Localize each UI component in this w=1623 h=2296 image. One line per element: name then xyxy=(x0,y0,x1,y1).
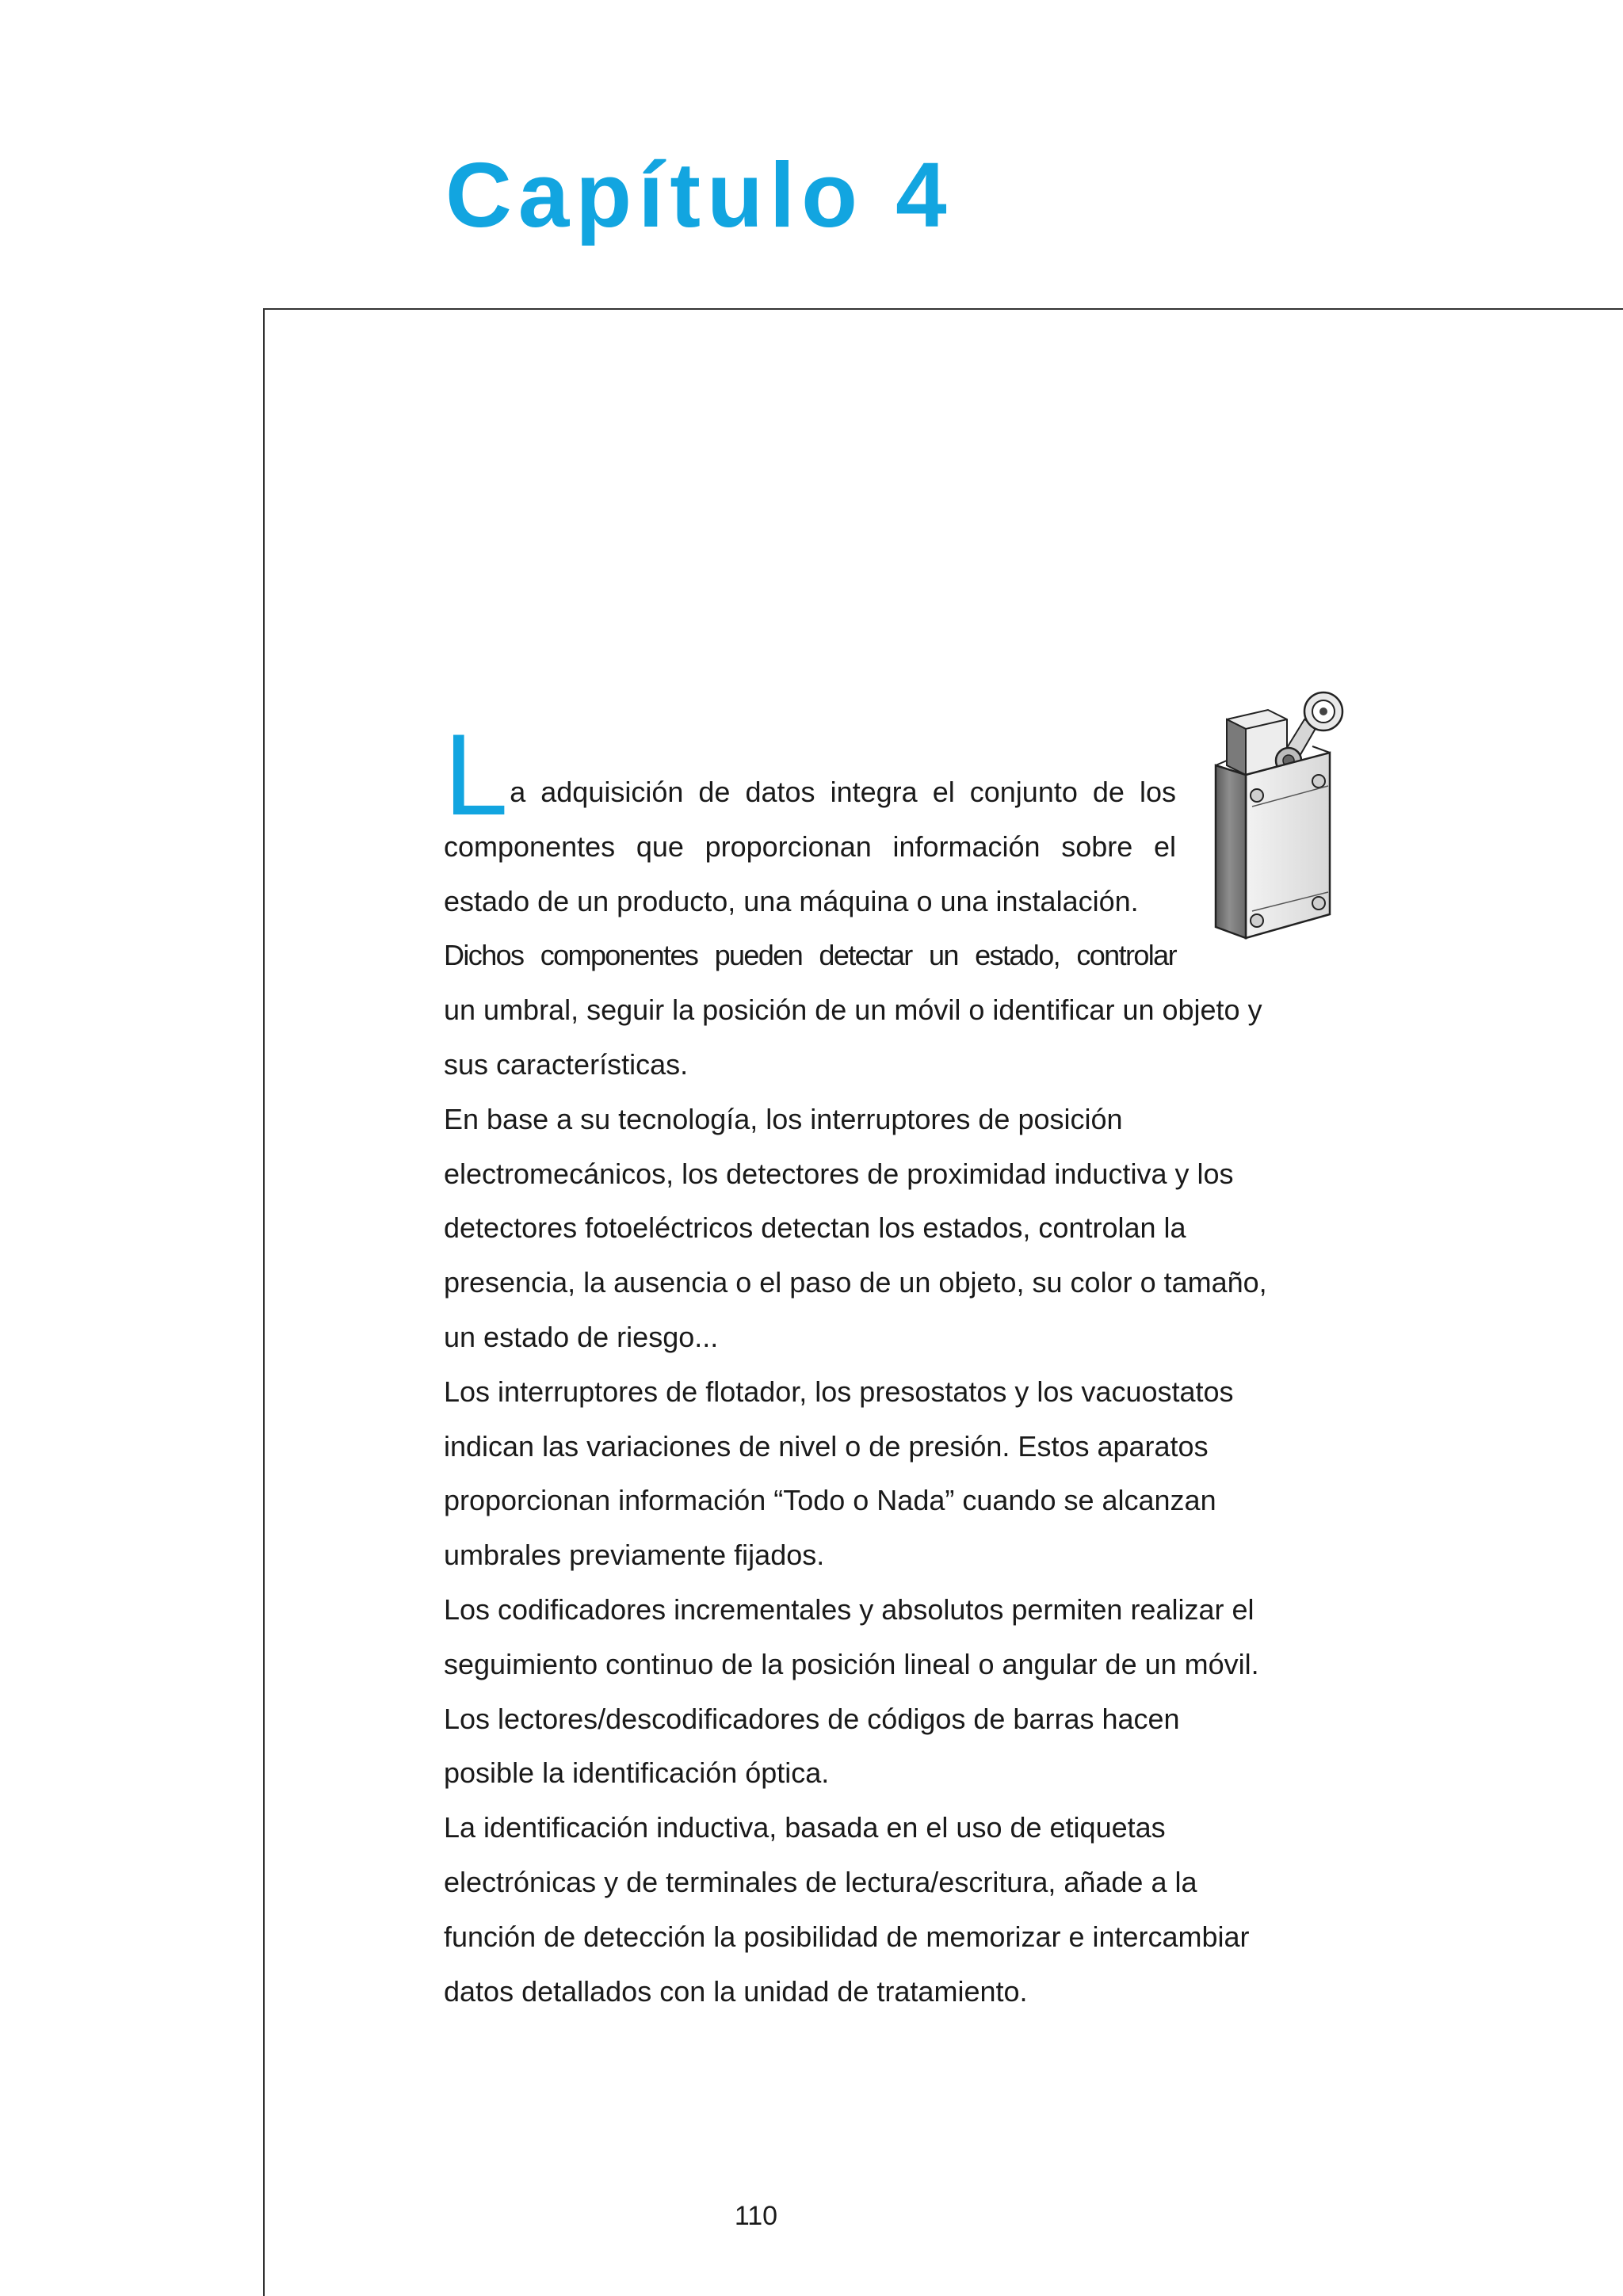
text-line: componentes que proporcionan información sobre el xyxy=(444,830,1176,863)
limit-switch-icon xyxy=(1211,688,1354,946)
text-line: Los interruptores de flotador, los presostatos y los vacuostatos xyxy=(444,1375,1234,1408)
text-line: Los lectores/descodificadores de códigos de barras hacen xyxy=(444,1702,1180,1735)
text-line: seguimiento continuo de la posición lineal o angular de un móvil. xyxy=(444,1647,1259,1680)
text-line: Los codificadores incrementales y absolutos permiten realizar el xyxy=(444,1592,1254,1626)
text-line: posible la identificación óptica. xyxy=(444,1756,830,1790)
frame-top-rule xyxy=(263,308,1623,310)
chapter-title: Capítulo 4 xyxy=(445,143,953,246)
text-line: a adquisición de datos integra el conjunto de los xyxy=(510,776,1176,808)
drop-cap: L xyxy=(444,710,509,839)
text-line: un umbral, seguir la posición de un móvil o identificar un objeto y xyxy=(444,994,1262,1027)
intro-wrapped-block xyxy=(444,710,1176,983)
text-line: Dichos componentes pueden detectar un estado, controlar xyxy=(444,939,1176,972)
text-line: indican las variaciones de nivel o de presión. Estos aparatos xyxy=(444,1429,1209,1463)
text-line: función de detección la posibilidad de memorizar e intercambiar xyxy=(444,1920,1250,1953)
text-line: electromecánicos, los detectores de proximidad inductiva y los xyxy=(444,1157,1234,1190)
text-line: detectores fotoeléctricos detectan los estados, controlan la xyxy=(444,1211,1186,1245)
text-line: datos detallados con la unidad de tratamiento. xyxy=(444,1974,1028,2008)
text-line: estado de un producto, una máquina o una instalación. xyxy=(444,884,1139,917)
frame-left-rule xyxy=(263,308,265,2296)
text-line: La identificación inductiva, basada en el uso de etiquetas xyxy=(444,1811,1166,1844)
text-line: proporcionan información “Todo o Nada” cuando se alcanzan xyxy=(444,1484,1216,1517)
page-number-text: 110 xyxy=(734,2201,778,2231)
text-line: sus características. xyxy=(444,1047,689,1081)
text-line: electrónicas y de terminales de lectura/escritura, añade a la xyxy=(444,1865,1197,1898)
intro-text xyxy=(444,710,1308,2019)
page-number xyxy=(0,2201,1623,2232)
text-line: presencia, la ausencia o el paso de un objeto, su color o tamaño, xyxy=(444,1266,1267,1299)
text-line: un estado de riesgo... xyxy=(444,1320,719,1353)
text-line: umbrales previamente fijados. xyxy=(444,1539,825,1572)
text-line: En base a su tecnología, los interruptores de posición xyxy=(444,1102,1123,1135)
